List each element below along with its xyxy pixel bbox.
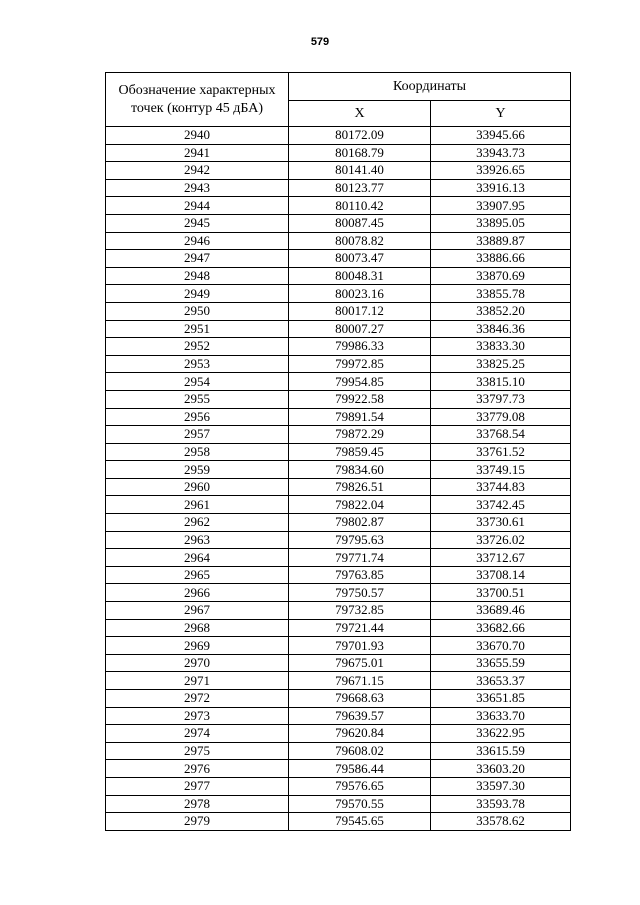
y-coordinate-cell: 33855.78 <box>431 285 571 303</box>
y-coordinate-cell: 33870.69 <box>431 267 571 285</box>
table-row <box>106 672 571 690</box>
x-coordinate-cell: 79732.85 <box>289 602 431 620</box>
point-cell: 2957 <box>106 426 289 444</box>
y-coordinate-cell: 33779.08 <box>431 408 571 426</box>
y-coordinate-cell: 33651.85 <box>431 690 571 708</box>
x-coordinate-cell: 79576.65 <box>289 777 431 795</box>
point-cell: 2979 <box>106 813 289 831</box>
x-coordinate-cell: 79922.58 <box>289 390 431 408</box>
x-coordinate-cell: 79639.57 <box>289 707 431 725</box>
y-coordinate-cell: 33889.87 <box>431 232 571 250</box>
y-coordinate-cell: 33622.95 <box>431 725 571 743</box>
point-cell: 2947 <box>106 250 289 268</box>
point-cell: 2961 <box>106 496 289 514</box>
table-row <box>106 619 571 637</box>
x-coordinate-cell: 80023.16 <box>289 285 431 303</box>
point-cell: 2974 <box>106 725 289 743</box>
y-coordinate-cell: 33653.37 <box>431 672 571 690</box>
y-coordinate-cell: 33593.78 <box>431 795 571 813</box>
x-coordinate-cell: 79795.63 <box>289 531 431 549</box>
x-coordinate-cell: 79802.87 <box>289 514 431 532</box>
x-column-header: X <box>289 101 431 127</box>
table-row <box>106 197 571 215</box>
y-coordinate-cell: 33708.14 <box>431 566 571 584</box>
y-coordinate-cell: 33742.45 <box>431 496 571 514</box>
point-cell: 2963 <box>106 531 289 549</box>
point-cell: 2951 <box>106 320 289 338</box>
x-coordinate-cell: 80073.47 <box>289 250 431 268</box>
y-coordinate-cell: 33655.59 <box>431 654 571 672</box>
table-row <box>106 549 571 567</box>
point-cell: 2955 <box>106 390 289 408</box>
table-row <box>106 426 571 444</box>
y-coordinate-cell: 33895.05 <box>431 214 571 232</box>
x-coordinate-cell: 79545.65 <box>289 813 431 831</box>
y-coordinate-cell: 33916.13 <box>431 179 571 197</box>
x-coordinate-cell: 79972.85 <box>289 355 431 373</box>
y-coordinate-cell: 33907.95 <box>431 197 571 215</box>
point-cell: 2950 <box>106 302 289 320</box>
y-coordinate-cell: 33700.51 <box>431 584 571 602</box>
y-coordinate-cell: 33945.66 <box>431 127 571 145</box>
point-cell: 2971 <box>106 672 289 690</box>
x-coordinate-cell: 79763.85 <box>289 566 431 584</box>
point-cell: 2943 <box>106 179 289 197</box>
x-coordinate-cell: 79872.29 <box>289 426 431 444</box>
y-coordinate-cell: 33846.36 <box>431 320 571 338</box>
point-cell: 2946 <box>106 232 289 250</box>
table-row <box>106 531 571 549</box>
table-row <box>106 813 571 831</box>
point-cell: 2944 <box>106 197 289 215</box>
table-row <box>106 162 571 180</box>
table-header <box>106 73 571 127</box>
x-coordinate-cell: 79675.01 <box>289 654 431 672</box>
table-row <box>106 285 571 303</box>
point-cell: 2968 <box>106 619 289 637</box>
y-coordinate-cell: 33749.15 <box>431 461 571 479</box>
table-row <box>106 725 571 743</box>
table-row <box>106 355 571 373</box>
point-cell: 2949 <box>106 285 289 303</box>
x-coordinate-cell: 79954.85 <box>289 373 431 391</box>
point-cell: 2978 <box>106 795 289 813</box>
table-row <box>106 602 571 620</box>
table-row <box>106 742 571 760</box>
coordinates-table <box>105 72 571 831</box>
y-coordinate-cell: 33825.25 <box>431 355 571 373</box>
table-row <box>106 795 571 813</box>
table-row <box>106 478 571 496</box>
table-row <box>106 566 571 584</box>
point-cell: 2977 <box>106 777 289 795</box>
y-coordinate-cell: 33712.67 <box>431 549 571 567</box>
point-cell: 2954 <box>106 373 289 391</box>
point-cell: 2966 <box>106 584 289 602</box>
x-coordinate-cell: 79671.15 <box>289 672 431 690</box>
point-cell: 2959 <box>106 461 289 479</box>
y-coordinate-cell: 33926.65 <box>431 162 571 180</box>
point-cell: 2969 <box>106 637 289 655</box>
table-row <box>106 373 571 391</box>
x-coordinate-cell: 79822.04 <box>289 496 431 514</box>
y-coordinate-cell: 33682.66 <box>431 619 571 637</box>
table-row <box>106 496 571 514</box>
x-coordinate-cell: 80168.79 <box>289 144 431 162</box>
table-row <box>106 514 571 532</box>
y-coordinate-cell: 33797.73 <box>431 390 571 408</box>
y-coordinate-cell: 33726.02 <box>431 531 571 549</box>
x-coordinate-cell: 80017.12 <box>289 302 431 320</box>
x-coordinate-cell: 80007.27 <box>289 320 431 338</box>
point-designation-header: Обозначение характерных точек (контур 45 дБА) <box>106 73 289 127</box>
point-cell: 2941 <box>106 144 289 162</box>
table-row <box>106 214 571 232</box>
y-coordinate-cell: 33597.30 <box>431 777 571 795</box>
x-coordinate-cell: 79701.93 <box>289 637 431 655</box>
table-row <box>106 777 571 795</box>
table-row <box>106 267 571 285</box>
table-row <box>106 408 571 426</box>
table-row <box>106 707 571 725</box>
x-coordinate-cell: 80141.40 <box>289 162 431 180</box>
table-row <box>106 250 571 268</box>
table-row <box>106 390 571 408</box>
y-coordinate-cell: 33689.46 <box>431 602 571 620</box>
table-row <box>106 302 571 320</box>
table-row <box>106 338 571 356</box>
y-coordinate-cell: 33761.52 <box>431 443 571 461</box>
y-coordinate-cell: 33833.30 <box>431 338 571 356</box>
point-cell: 2973 <box>106 707 289 725</box>
x-coordinate-cell: 79620.84 <box>289 725 431 743</box>
table-row <box>106 144 571 162</box>
x-coordinate-cell: 79750.57 <box>289 584 431 602</box>
y-coordinate-cell: 33603.20 <box>431 760 571 778</box>
y-coordinate-cell: 33943.73 <box>431 144 571 162</box>
point-cell: 2958 <box>106 443 289 461</box>
point-cell: 2976 <box>106 760 289 778</box>
table-row <box>106 232 571 250</box>
table-row <box>106 443 571 461</box>
y-coordinate-cell: 33633.70 <box>431 707 571 725</box>
y-coordinate-cell: 33744.83 <box>431 478 571 496</box>
y-coordinate-cell: 33730.61 <box>431 514 571 532</box>
point-cell: 2960 <box>106 478 289 496</box>
y-coordinate-cell: 33768.54 <box>431 426 571 444</box>
table-row <box>106 690 571 708</box>
x-coordinate-cell: 79608.02 <box>289 742 431 760</box>
y-coordinate-cell: 33886.66 <box>431 250 571 268</box>
coordinates-header: Координаты <box>289 73 571 101</box>
y-coordinate-cell: 33578.62 <box>431 813 571 831</box>
point-cell: 2948 <box>106 267 289 285</box>
point-cell: 2940 <box>106 127 289 145</box>
x-coordinate-cell: 79668.63 <box>289 690 431 708</box>
x-coordinate-cell: 79570.55 <box>289 795 431 813</box>
page-number: 579 <box>310 36 330 48</box>
y-coordinate-cell: 33615.59 <box>431 742 571 760</box>
table-row <box>106 654 571 672</box>
table-row <box>106 760 571 778</box>
point-cell: 2942 <box>106 162 289 180</box>
x-coordinate-cell: 79771.74 <box>289 549 431 567</box>
table-body <box>106 127 571 831</box>
table-row <box>106 179 571 197</box>
y-coordinate-cell: 33815.10 <box>431 373 571 391</box>
point-cell: 2962 <box>106 514 289 532</box>
point-cell: 2956 <box>106 408 289 426</box>
point-cell: 2967 <box>106 602 289 620</box>
x-coordinate-cell: 79859.45 <box>289 443 431 461</box>
point-cell: 2945 <box>106 214 289 232</box>
y-coordinate-cell: 33670.70 <box>431 637 571 655</box>
table-row <box>106 637 571 655</box>
y-column-header: Y <box>431 101 571 127</box>
table-row <box>106 584 571 602</box>
x-coordinate-cell: 79826.51 <box>289 478 431 496</box>
x-coordinate-cell: 80123.77 <box>289 179 431 197</box>
x-coordinate-cell: 79834.60 <box>289 461 431 479</box>
point-cell: 2972 <box>106 690 289 708</box>
table-row <box>106 320 571 338</box>
x-coordinate-cell: 80087.45 <box>289 214 431 232</box>
point-cell: 2975 <box>106 742 289 760</box>
point-cell: 2952 <box>106 338 289 356</box>
point-cell: 2965 <box>106 566 289 584</box>
table-row <box>106 461 571 479</box>
y-coordinate-cell: 33852.20 <box>431 302 571 320</box>
x-coordinate-cell: 79721.44 <box>289 619 431 637</box>
x-coordinate-cell: 79586.44 <box>289 760 431 778</box>
x-coordinate-cell: 79891.54 <box>289 408 431 426</box>
x-coordinate-cell: 80110.42 <box>289 197 431 215</box>
x-coordinate-cell: 80172.09 <box>289 127 431 145</box>
x-coordinate-cell: 80078.82 <box>289 232 431 250</box>
point-cell: 2953 <box>106 355 289 373</box>
table-row <box>106 127 571 145</box>
point-cell: 2964 <box>106 549 289 567</box>
x-coordinate-cell: 79986.33 <box>289 338 431 356</box>
point-cell: 2970 <box>106 654 289 672</box>
x-coordinate-cell: 80048.31 <box>289 267 431 285</box>
